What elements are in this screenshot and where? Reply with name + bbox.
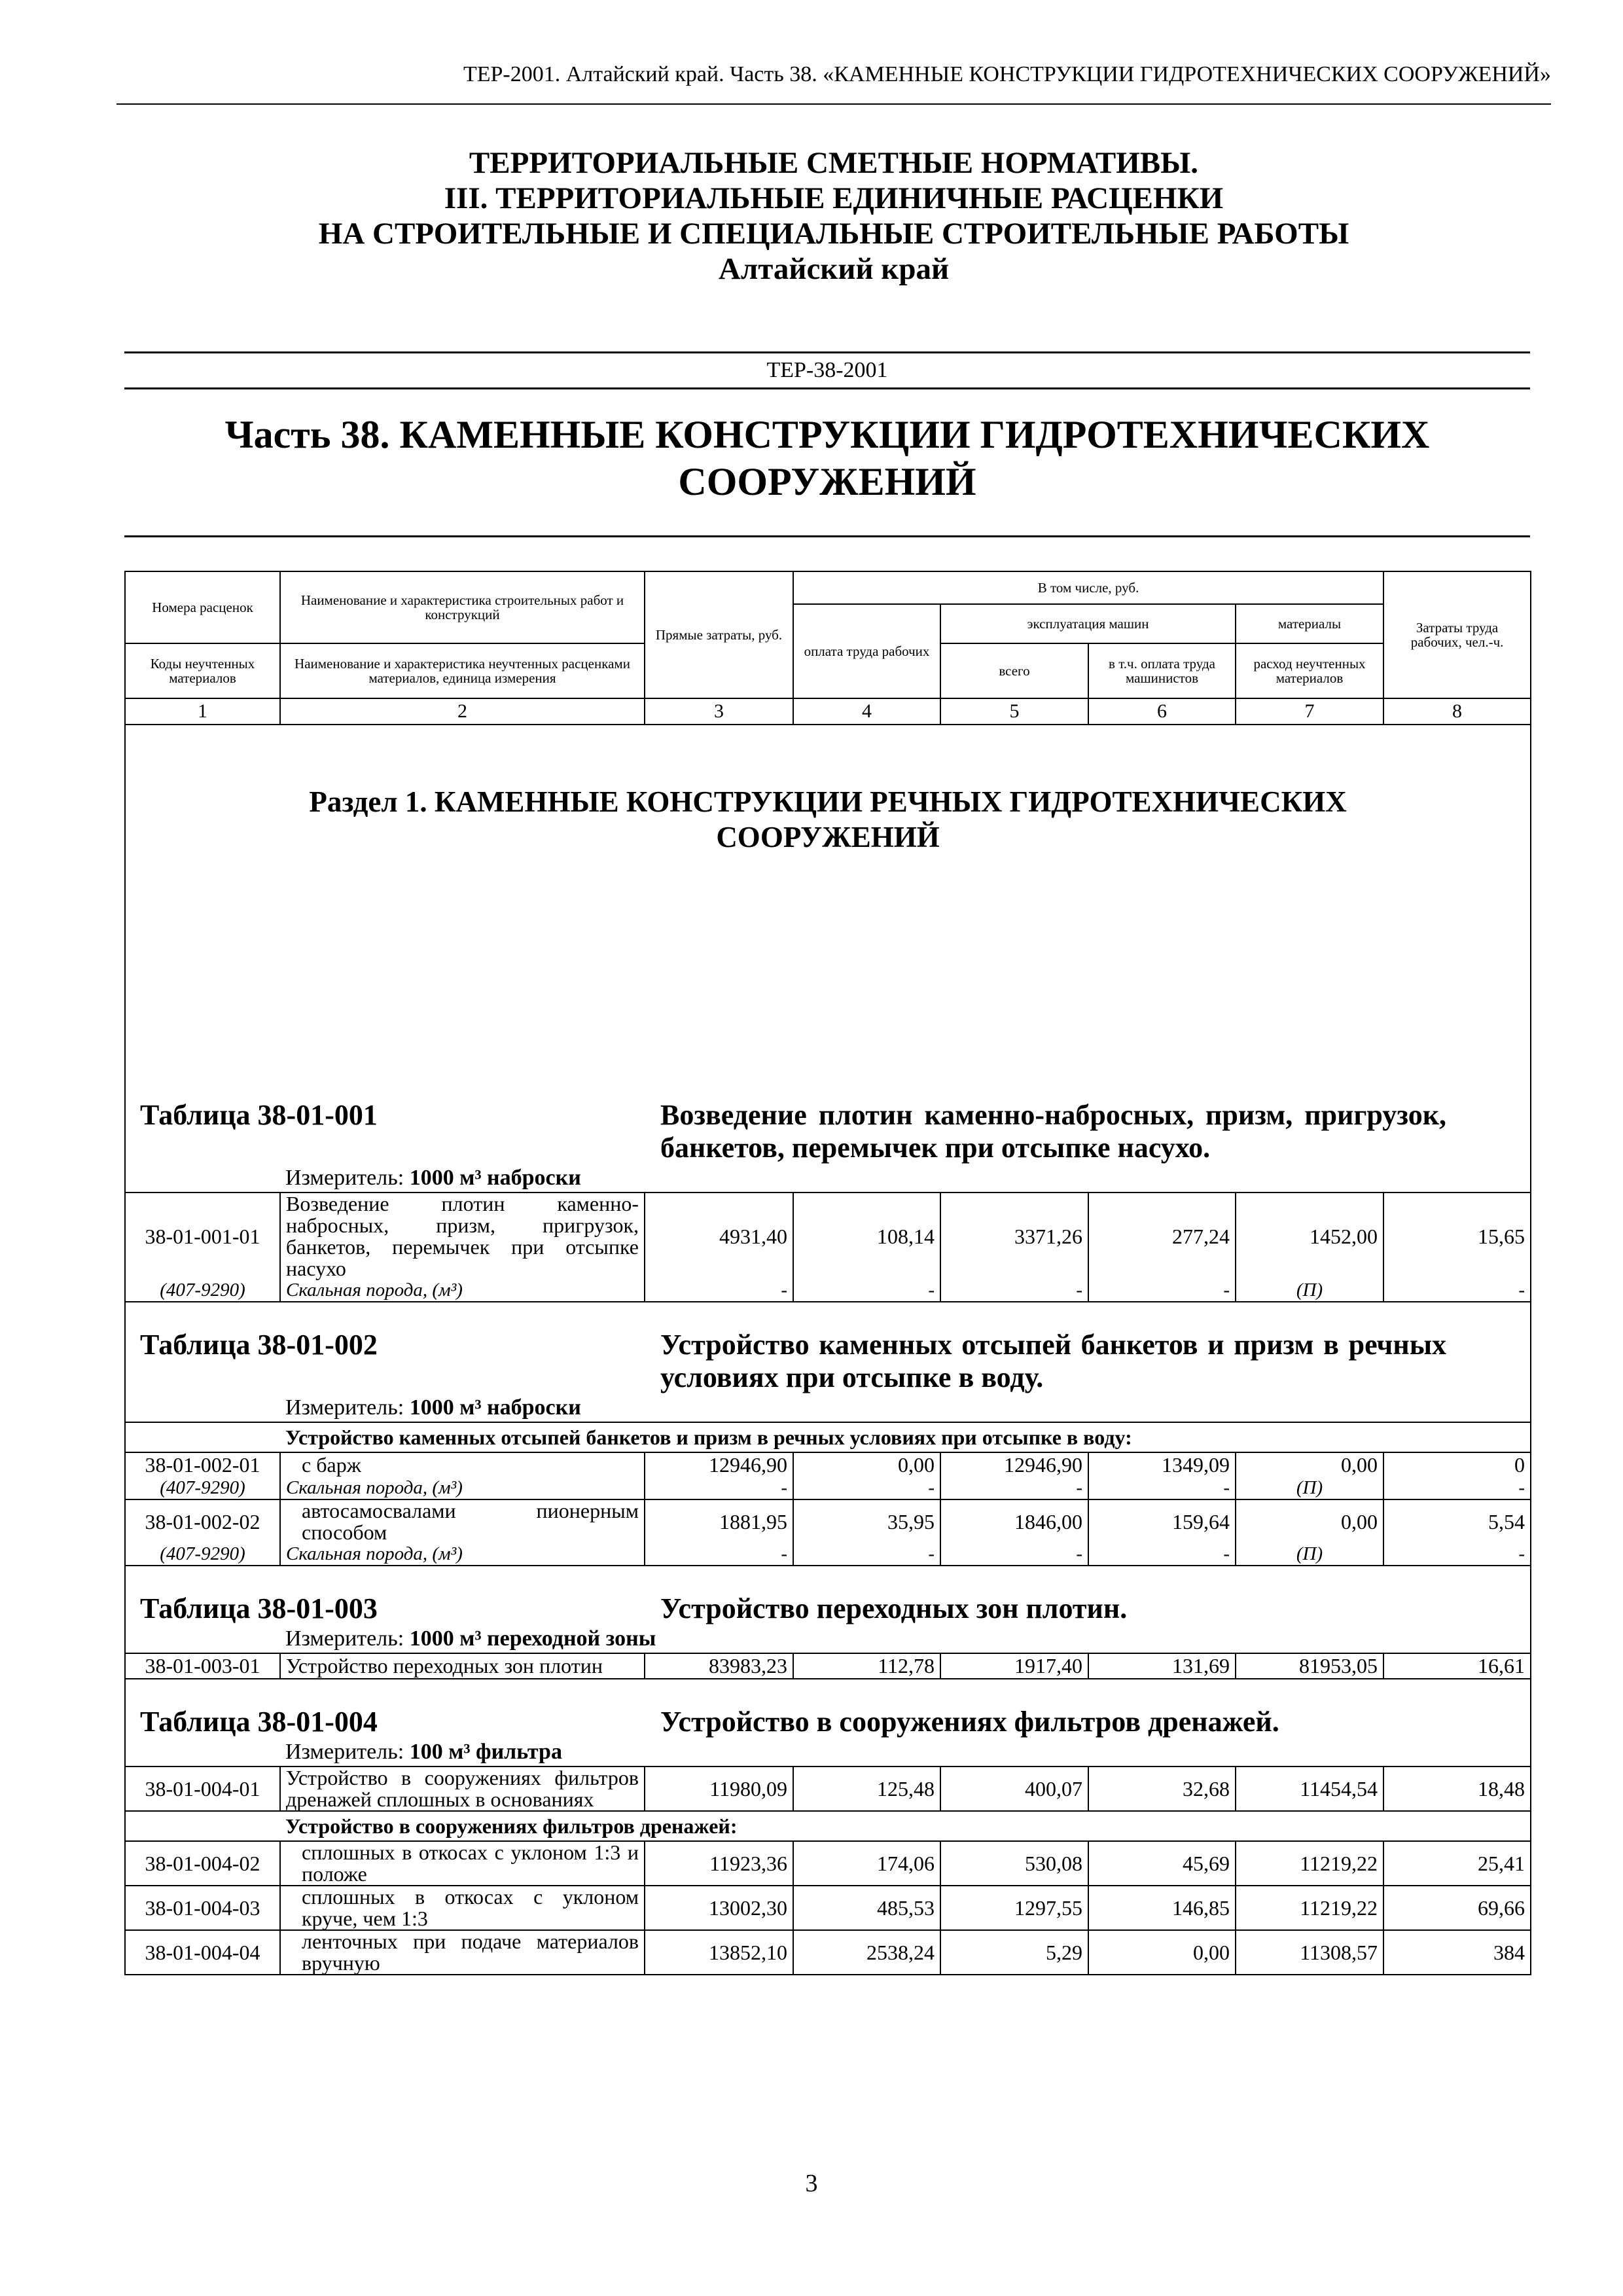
direct-costs-value: 4931,40 [645,1193,793,1280]
table-row [125,1930,1531,1975]
meter-value: 1000 м³ наброски [409,1395,581,1420]
machine-labor-value: 0,00 [1088,1930,1236,1975]
header-material-name: Наименование и характеристика неучтенных расценками материалов, единица измерения [280,643,645,698]
section-heading [125,725,1531,1091]
material-code: (407-9290) [125,1280,280,1302]
direct-costs-value: - [645,1477,793,1499]
table-number: Таблица 38-01-002 [140,1329,378,1361]
column-number: 5 [940,698,1088,725]
labor-hours-value: 384 [1383,1930,1531,1975]
labor-hours-value: 16,61 [1383,1653,1531,1679]
rate-code: 38-01-004-02 [125,1841,280,1886]
machine-labor-value: - [1088,1477,1236,1499]
table-001-meter [125,1164,1531,1193]
table-title: Возведение плотин каменно-набросных, призм, пригрузок, банкетов, перемычек при отсыпке насухо. [660,1099,1447,1164]
part-title [124,411,1530,505]
labor-hours-value: 15,65 [1383,1193,1531,1280]
rate-description: сплошных в откосах с уклоном круче, чем 1:3 [302,1885,639,1930]
rate-description: Возведение плотин каменно-набросных, призм, пригрузок, банкетов, перемычек при отсыпке насухо [280,1193,645,1280]
part-title-line1: Часть 38. КАМЕННЫЕ КОНСТРУКЦИИ ГИДРОТЕХНИЧЕСКИХ [224,413,1430,456]
header-labor-hours: Затраты труда рабочих, чел.-ч. [1383,571,1531,698]
labor-pay-value: 108,14 [793,1193,940,1280]
labor-hours-value: 0 [1383,1452,1531,1477]
table-row [125,1452,1531,1477]
table-number: Таблица 38-01-003 [140,1592,378,1624]
machine-labor-value: - [1088,1543,1236,1566]
materials-value: (П) [1236,1280,1383,1302]
machine-total-value: 1297,55 [940,1886,1088,1930]
machine-total-value: - [940,1543,1088,1566]
section-title-line2: СООРУЖЕНИЙ [716,821,940,853]
rate-description: с барж [302,1453,361,1477]
rate-code: 38-01-002-02 [125,1499,280,1543]
material-name: Скальная порода, (м³) [280,1477,645,1499]
labor-pay-value: 2538,24 [793,1930,940,1975]
labor-hours-value: 5,54 [1383,1499,1531,1543]
labor-pay-value: - [793,1477,940,1499]
header-machine-total: всего [940,643,1088,698]
document-title-line1: ТЕРРИТОРИАЛЬНЫЕ СМЕТНЫЕ НОРМАТИВЫ. [469,146,1199,180]
column-number: 7 [1236,698,1383,725]
materials-value: 0,00 [1236,1499,1383,1543]
machine-labor-value: 277,24 [1088,1193,1236,1280]
part-title-line2: СООРУЖЕНИЙ [678,460,976,503]
direct-costs-value: 1881,95 [645,1499,793,1543]
labor-hours-value: - [1383,1477,1531,1499]
table-row [125,1767,1531,1811]
rate-code: 38-01-004-01 [125,1767,280,1811]
materials-value: 11454,54 [1236,1767,1383,1811]
materials-value: 81953,05 [1236,1653,1383,1679]
labor-pay-value: 35,95 [793,1499,940,1543]
direct-costs-value: 13852,10 [645,1930,793,1975]
meter-label: Измеритель: [285,1395,404,1420]
document-title [116,145,1551,287]
group-heading: Устройство каменных отсыпей банкетов и призм в речных условиях при отсыпке в воду: [125,1422,1531,1452]
labor-hours-value: - [1383,1280,1531,1302]
rate-description: автосамосвалами пионерным способом [302,1499,639,1544]
header-including: В том числе, руб. [793,571,1383,604]
labor-hours-value: 69,66 [1383,1886,1531,1930]
labor-pay-value: 112,78 [793,1653,940,1679]
labor-pay-value: 174,06 [793,1841,940,1886]
direct-costs-value: 13002,30 [645,1886,793,1930]
header-direct-costs: Прямые затраты, руб. [645,571,793,698]
labor-pay-value: 125,48 [793,1767,940,1811]
machine-total-value: 530,08 [940,1841,1088,1886]
document-code: ТЕР-38-2001 [124,351,1530,389]
rate-description: сплошных в откосах с уклоном 1:3 и положе [302,1840,639,1886]
table-row [125,1499,1531,1543]
labor-hours-value: - [1383,1543,1531,1566]
table-004-meter [125,1738,1531,1767]
material-name: Скальная порода, (м³) [280,1280,645,1302]
material-code: (407-9290) [125,1543,280,1566]
rate-code: 38-01-002-01 [125,1452,280,1477]
document-title-line3: НА СТРОИТЕЛЬНЫЕ И СПЕЦИАЛЬНЫЕ СТРОИТЕЛЬНЫЕ РАБОТЫ [318,217,1349,251]
group-heading: Устройство в сооружениях фильтров дренажей: [125,1811,1531,1841]
header-materials-unaccounted: расход неучтенных материалов [1236,643,1383,698]
rate-description: Устройство переходных зон плотин [280,1653,645,1679]
column-number: 6 [1088,698,1236,725]
material-row [125,1477,1531,1499]
part-title-rule [124,535,1530,537]
machine-total-value: 3371,26 [940,1193,1088,1280]
direct-costs-value: 83983,23 [645,1653,793,1679]
table-row [125,1841,1531,1886]
table-title: Устройство в сооружениях фильтров дренажей. [660,1706,1279,1738]
machine-labor-value: 131,69 [1088,1653,1236,1679]
machine-labor-value: - [1088,1280,1236,1302]
labor-hours-value: 25,41 [1383,1841,1531,1886]
materials-value: 1452,00 [1236,1193,1383,1280]
materials-value: 0,00 [1236,1452,1383,1477]
table-002-meter [125,1394,1531,1422]
labor-pay-value: - [793,1280,940,1302]
page-number: 3 [805,2170,818,2197]
machine-total-value: 400,07 [940,1767,1088,1811]
rate-code: 38-01-004-04 [125,1930,280,1975]
labor-hours-value: 18,48 [1383,1767,1531,1811]
running-header-rule [116,103,1551,105]
header-labor-pay: оплата труда рабочих [793,604,940,698]
column-number: 4 [793,698,940,725]
table-row [125,1193,1531,1280]
document-title-line2: III. ТЕРРИТОРИАЛЬНЫЕ ЕДИНИЧНЫЕ РАСЦЕНКИ [444,181,1224,215]
labor-pay-value: 485,53 [793,1886,940,1930]
header-machine-operation: эксплуатация машин [940,604,1236,643]
rate-code: 38-01-001-01 [125,1193,280,1280]
table-003-meter [125,1625,1531,1653]
table-number: Таблица 38-01-001 [140,1099,378,1131]
table-002-heading [125,1302,1531,1394]
column-number: 8 [1383,698,1531,725]
rate-code: 38-01-004-03 [125,1886,280,1930]
materials-value: (П) [1236,1543,1383,1566]
header-rate-number: Номера расценок [125,571,280,643]
table-row [125,1653,1531,1679]
machine-total-value: 5,29 [940,1930,1088,1975]
meter-label: Измеритель: [285,1626,404,1651]
machine-total-value: 1917,40 [940,1653,1088,1679]
table-title: Устройство переходных зон плотин. [660,1592,1128,1624]
rate-code: 38-01-003-01 [125,1653,280,1679]
machine-total-value: - [940,1280,1088,1302]
running-header: ТЕР-2001. Алтайский край. Часть 38. «КАМЕННЫЕ КОНСТРУКЦИИ ГИДРОТЕХНИЧЕСКИХ СООРУЖЕНИЙ» [463,62,1551,86]
labor-pay-value: 0,00 [793,1452,940,1477]
header-material-code: Коды неучтенных материалов [125,643,280,698]
column-number-row [125,698,1531,725]
rate-description: ленточных при подаче материалов вручную [302,1929,639,1975]
material-row [125,1543,1531,1566]
document-title-line4: Алтайский край [718,252,950,286]
column-number: 3 [645,698,793,725]
labor-pay-value: - [793,1543,940,1566]
table-004-heading [125,1679,1531,1738]
meter-label: Измеритель: [285,1740,404,1764]
rate-description: Устройство в сооружениях фильтров дренажей сплошных в основаниях [280,1767,645,1811]
machine-labor-value: 32,68 [1088,1767,1236,1811]
header-machine-labor: в т.ч. оплата труда машинистов [1088,643,1236,698]
machine-total-value: 12946,90 [940,1452,1088,1477]
materials-value: 11219,22 [1236,1886,1383,1930]
table-001-heading [125,1091,1531,1164]
direct-costs-value: 11923,36 [645,1841,793,1886]
meter-value: 100 м³ фильтра [409,1740,562,1764]
table-number: Таблица 38-01-004 [140,1706,378,1738]
materials-value: 11308,57 [1236,1930,1383,1975]
machine-labor-value: 146,85 [1088,1886,1236,1930]
materials-value: 11219,22 [1236,1841,1383,1886]
column-number: 2 [280,698,645,725]
table-003-heading [125,1566,1531,1625]
direct-costs-value: 11980,09 [645,1767,793,1811]
direct-costs-value: - [645,1280,793,1302]
section-title-line1: Раздел 1. КАМЕННЫЕ КОНСТРУКЦИИ РЕЧНЫХ ГИДРОТЕХНИЧЕСКИХ [309,785,1347,818]
machine-labor-value: 159,64 [1088,1499,1236,1543]
material-code: (407-9290) [125,1477,280,1499]
material-name: Скальная порода, (м³) [280,1543,645,1566]
header-materials: материалы [1236,604,1383,643]
table-row [125,1886,1531,1930]
table-title: Устройство каменных отсыпей банкетов и призм в речных условиях при отсыпке в воду. [660,1329,1447,1393]
machine-labor-value: 45,69 [1088,1841,1236,1886]
material-row [125,1280,1531,1302]
meter-value: 1000 м³ переходной зоны [409,1626,656,1651]
column-number: 1 [125,698,280,725]
header-work-name: Наименование и характеристика строительных работ и конструкций [280,571,645,643]
rates-table [124,571,1531,1975]
meter-label: Измеритель: [285,1166,404,1190]
meter-value: 1000 м³ наброски [409,1166,581,1190]
materials-value: (П) [1236,1477,1383,1499]
machine-labor-value: 1349,09 [1088,1452,1236,1477]
direct-costs-value: 12946,90 [645,1452,793,1477]
machine-total-value: - [940,1477,1088,1499]
machine-total-value: 1846,00 [940,1499,1088,1543]
direct-costs-value: - [645,1543,793,1566]
